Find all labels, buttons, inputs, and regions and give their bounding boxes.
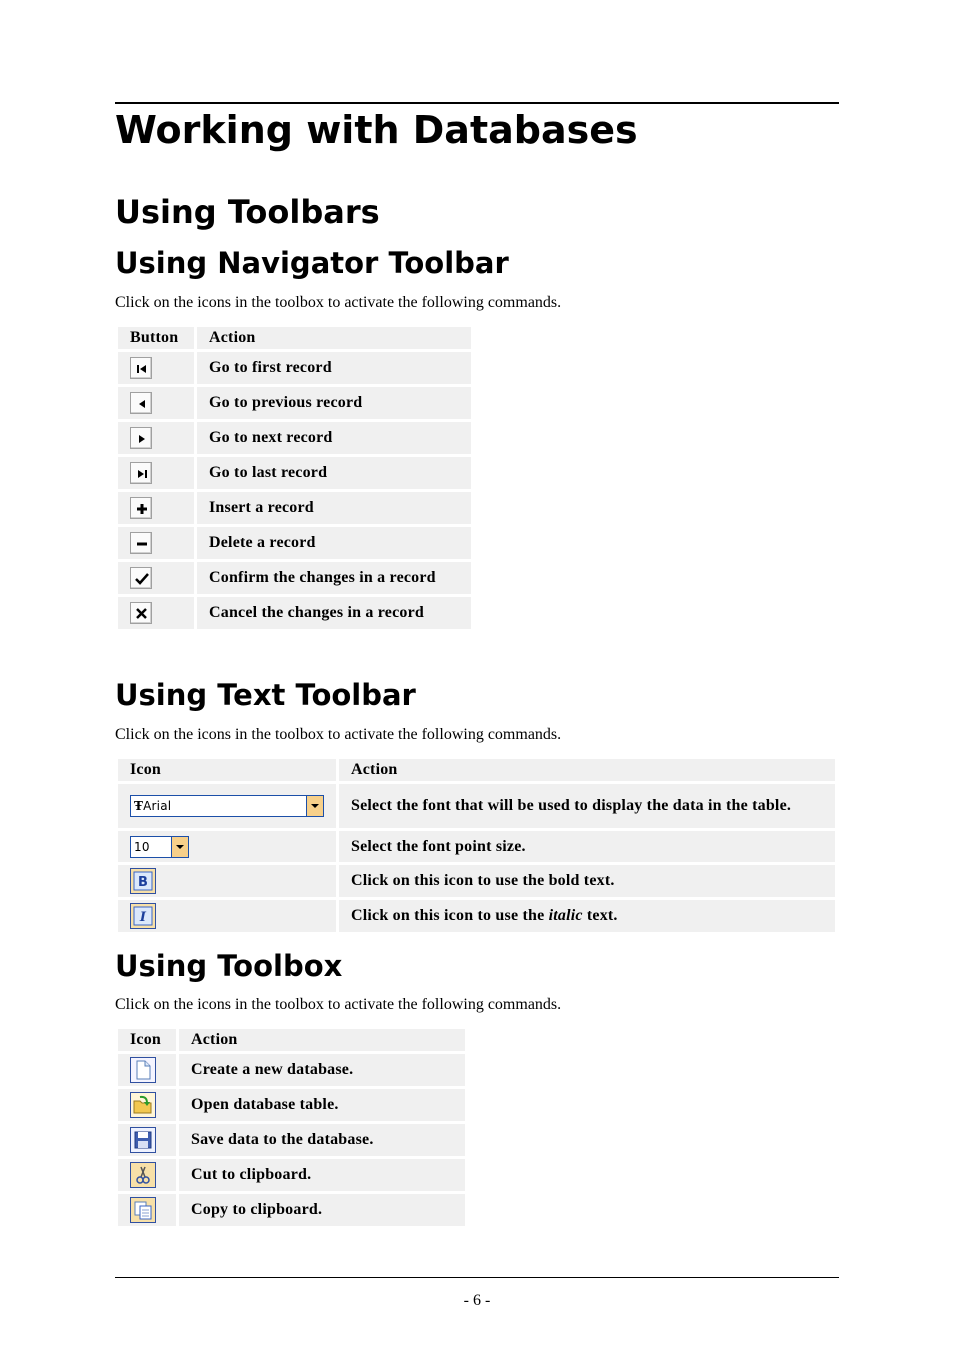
- open-table-icon[interactable]: [130, 1092, 156, 1118]
- table-row: [118, 784, 835, 828]
- action-cell: Delete a record: [197, 527, 471, 559]
- action-cell: Go to next record: [197, 422, 471, 454]
- table-row: [118, 352, 471, 384]
- toolbox-heading: Using Toolbox: [115, 949, 343, 983]
- action-cell: Go to previous record: [197, 387, 471, 419]
- font-select-value: Arial: [143, 799, 172, 813]
- toolbox-table: [115, 1026, 468, 1229]
- action-cell: Click on this icon to use the bold text.: [339, 865, 835, 897]
- table-row: [118, 831, 835, 862]
- table-row: [118, 527, 471, 559]
- italic-icon[interactable]: [130, 903, 156, 929]
- action-cell: Create a new database.: [179, 1054, 465, 1086]
- action-cell: Cut to clipboard.: [179, 1159, 465, 1191]
- navigator-intro: Click on the icons in the toolbox to activate the following commands.: [115, 294, 562, 311]
- table-header-row: [118, 327, 471, 349]
- size-select[interactable]: [130, 836, 189, 858]
- table-row: [118, 597, 471, 629]
- text-toolbar-heading: Using Text Toolbar: [115, 678, 416, 712]
- toolbox-intro: Click on the icons in the toolbox to activate the following commands.: [115, 996, 562, 1013]
- section-heading: Using Toolbars: [115, 193, 380, 231]
- first-record-icon[interactable]: [130, 357, 152, 379]
- table-row: [118, 865, 835, 897]
- navigator-table: [115, 324, 474, 632]
- insert-record-icon[interactable]: [130, 497, 152, 519]
- cancel-changes-icon[interactable]: [130, 602, 152, 624]
- confirm-changes-icon[interactable]: [130, 567, 152, 589]
- header-button: Button: [118, 327, 194, 349]
- table-row: [118, 562, 471, 594]
- svg-text:I: I: [139, 910, 147, 925]
- table-row: [118, 1159, 465, 1191]
- font-type-icon: Ŧ: [134, 799, 144, 813]
- action-cell: Save data to the database.: [179, 1124, 465, 1156]
- save-icon[interactable]: [130, 1127, 156, 1153]
- copy-icon[interactable]: [130, 1197, 156, 1223]
- table-row: [118, 387, 471, 419]
- page-number: - 6 -: [463, 1292, 491, 1309]
- bold-icon[interactable]: [130, 868, 156, 894]
- table-header-row: [118, 759, 835, 781]
- delete-record-icon[interactable]: [130, 532, 152, 554]
- header-icon: Icon: [118, 1029, 176, 1051]
- svg-text:B: B: [137, 875, 149, 890]
- footer-rule: [115, 1277, 839, 1278]
- text-toolbar-table: [115, 756, 838, 935]
- action-cell: Confirm the changes in a record: [197, 562, 471, 594]
- action-cell: Go to last record: [197, 457, 471, 489]
- action-cell: Click on this icon to use the italic text.: [339, 900, 835, 932]
- table-row: [118, 492, 471, 524]
- header-action: Action: [197, 327, 471, 349]
- top-rule: [115, 102, 839, 104]
- table-row: [118, 1089, 465, 1121]
- table-row: [118, 457, 471, 489]
- action-cell: Select the font point size.: [339, 831, 835, 862]
- italic-word: italic: [548, 907, 583, 924]
- table-header-row: [118, 1029, 465, 1051]
- action-cell: Insert a record: [197, 492, 471, 524]
- table-row: [118, 900, 835, 932]
- page-title: Working with Databases: [115, 108, 638, 152]
- font-select[interactable]: [130, 795, 324, 817]
- table-row: [118, 422, 471, 454]
- table-row: [118, 1124, 465, 1156]
- chevron-down-icon[interactable]: [171, 837, 188, 857]
- header-action: Action: [179, 1029, 465, 1051]
- previous-record-icon[interactable]: [130, 392, 152, 414]
- navigator-heading: Using Navigator Toolbar: [115, 246, 509, 280]
- action-cell: Copy to clipboard.: [179, 1194, 465, 1226]
- last-record-icon[interactable]: [130, 462, 152, 484]
- action-cell: Go to first record: [197, 352, 471, 384]
- table-row: [118, 1054, 465, 1086]
- header-action: Action: [339, 759, 835, 781]
- text-toolbar-intro: Click on the icons in the toolbox to activate the following commands.: [115, 726, 562, 743]
- action-cell: Open database table.: [179, 1089, 465, 1121]
- header-icon: Icon: [118, 759, 336, 781]
- table-row: [118, 1194, 465, 1226]
- chevron-down-icon[interactable]: [306, 796, 323, 816]
- cut-icon[interactable]: [130, 1162, 156, 1188]
- action-cell: Cancel the changes in a record: [197, 597, 471, 629]
- new-database-icon[interactable]: [130, 1057, 156, 1083]
- size-select-value: 10: [134, 839, 150, 854]
- action-cell: Select the font that will be used to display the data in the table.: [339, 784, 835, 828]
- next-record-icon[interactable]: [130, 427, 152, 449]
